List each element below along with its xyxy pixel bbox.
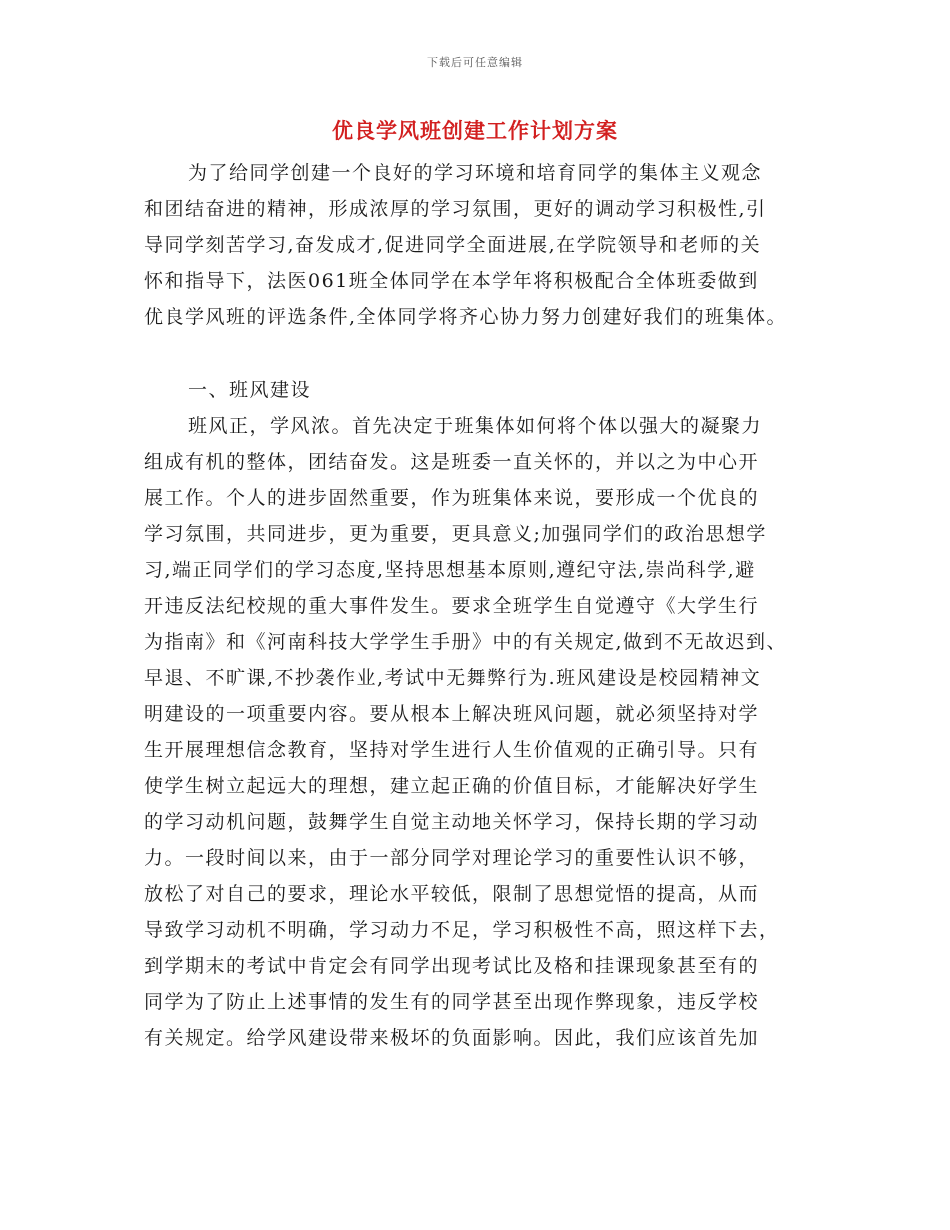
paragraph-line: 开违反法纪校规的重大事件发生。要求全班学生自觉遵守《大学生行	[144, 595, 760, 617]
paragraph-line: 为了给同学创建一个良好的学习环境和培育同学的集体主义观念	[188, 162, 763, 184]
paragraph-line: 放松了对自己的要求，理论水平较低，限制了思想觉悟的提高，从而	[144, 883, 760, 905]
paragraph-line: 学习氛围，共同进步，更为重要，更具意义;加强同学们的政治思想学	[144, 523, 767, 545]
paragraph-line: 导同学刻苦学习,奋发成才,促进同学全面进展,在学院领导和老师的关	[144, 234, 762, 256]
paragraph-line: 组成有机的整体，团结奋发。这是班委一直关怀的，并以之为中心开	[144, 451, 760, 473]
paragraph-line: 展工作。个人的进步固然重要，作为班集体来说，要形成一个优良的	[144, 487, 760, 509]
paragraph-line: 明建设的一项重要内容。要从根本上解决班风问题，就必须坚持对学	[144, 703, 760, 725]
paragraph-line: 到学期末的考试中肯定会有同学出现考试比及格和挂课现象甚至有的	[144, 955, 760, 977]
paragraph-line: 优良学风班的评选条件,全体同学将齐心协力努力创建好我们的班集体。	[144, 306, 788, 328]
paragraph-line: 的学习动机问题，鼓舞学生自觉主动地关怀学习，保持长期的学习动	[144, 811, 760, 833]
section-heading: 一、班风建设	[188, 379, 312, 401]
paragraph-line: 力。一段时间以来，由于一部分同学对理论学习的重要性认识不够，	[144, 847, 760, 869]
paragraph-line: 班风正，学风浓。首先决定于班集体如何将个体以强大的凝聚力	[188, 415, 763, 437]
paragraph-line: 早退、不旷课,不抄袭作业,考试中无舞弊行为.班风建设是校园精神文	[144, 667, 762, 689]
paragraph-line: 使学生树立起远大的理想，建立起正确的价值目标，才能解决好学生	[144, 775, 760, 797]
paragraph-line: 生开展理想信念教育，坚持对学生进行人生价值观的正确引导。只有	[144, 739, 760, 761]
header-note: 下载后可任意编辑	[427, 56, 523, 69]
paragraph-line: 习,端正同学们的学习态度,坚持思想基本原则,遵纪守法,崇尚科学,避	[144, 559, 756, 581]
paragraph-line: 导致学习动机不明确，学习动力不足，学习积极性不高，照这样下去，	[144, 919, 780, 941]
paragraph-line: 为指南》和《河南科技大学学生手册》中的有关规定,做到不无故迟到、	[144, 631, 788, 653]
paragraph-line: 同学为了防止上述事情的发生有的同学甚至出现作弊现象，违反学校	[144, 991, 760, 1013]
paragraph-line: 和团结奋进的精神，形成浓厚的学习氛围，更好的调动学习积极性,引	[144, 198, 767, 220]
paragraph-line: 有关规定。给学风建设带来极坏的负面影响。因此，我们应该首先加	[144, 1027, 760, 1049]
document-title: 优良学风班创建工作计划方案	[332, 118, 618, 143]
paragraph-line: 怀和指导下，法医061班全体同学在本学年将积极配合全体班委做到	[144, 270, 759, 292]
